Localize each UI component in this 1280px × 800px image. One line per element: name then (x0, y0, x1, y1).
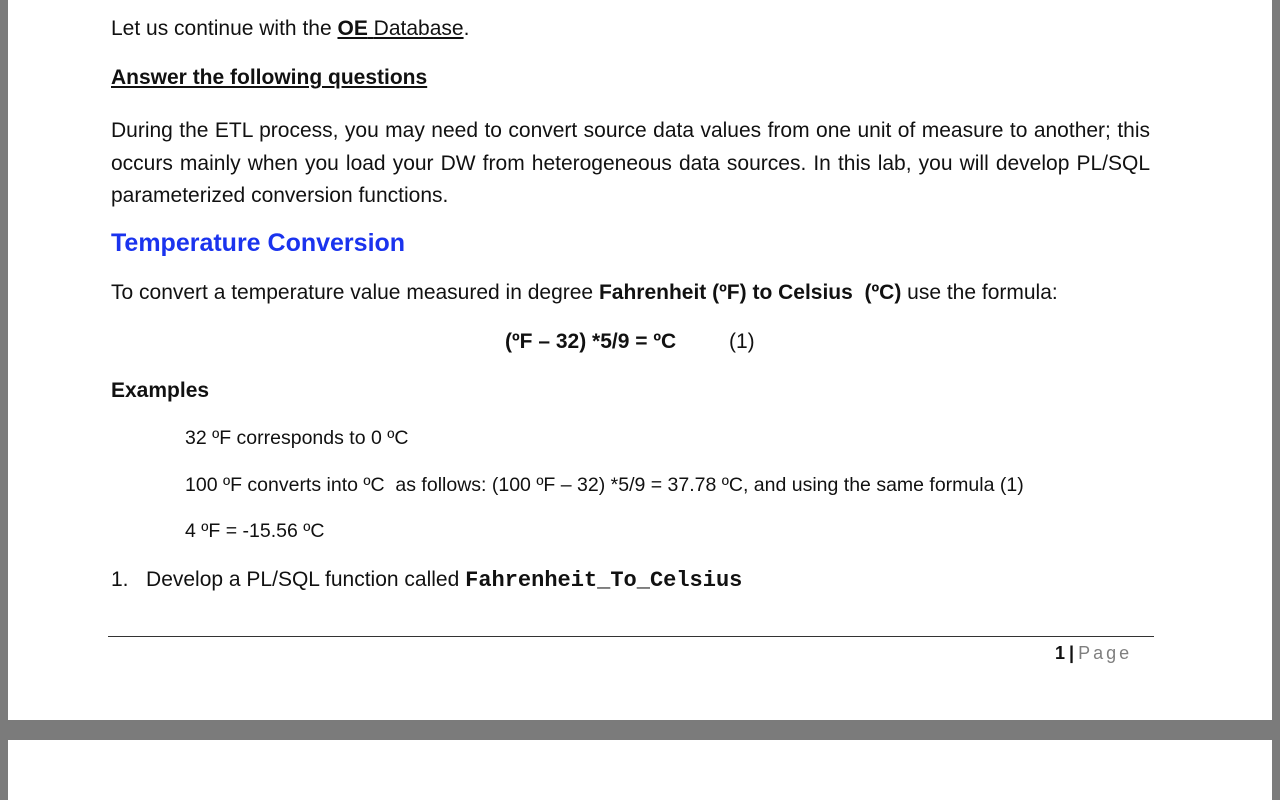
database-label: Database (373, 17, 464, 40)
questions-heading: Answer the following questions (111, 66, 428, 89)
convert-sentence: To convert a temperature value measured in degree Fahrenheit (ºF) to Celsius (ºC) use the formula: (111, 281, 1058, 304)
etl-paragraph: During the ETL process, you may need to convert source data values from one unit of measure to another; this occurs mainly when you load your DW from heterogeneous data sources. In this lab, you will develop PL/SQL parameterized conversion functions. (111, 119, 1150, 207)
example-item: 4 ºF = -15.56 ºC (185, 520, 325, 542)
example-item: 32 ºF corresponds to 0 ºC (185, 427, 409, 449)
example-item: 100 ºF converts into ºC as follows: (100 ºF – 32) *5/9 = 37.78 ºC, and using the same formula (1) (185, 474, 1024, 496)
function-name: Fahrenheit_To_Celsius (465, 568, 743, 593)
document-page (8, 0, 1272, 720)
next-page (8, 740, 1272, 800)
footer-divider (108, 636, 1154, 637)
section-title: Temperature Conversion (111, 229, 406, 257)
formula-number: (1) (729, 330, 755, 353)
page-separator: | (1069, 643, 1075, 663)
page-footer (1055, 643, 1132, 664)
formula: (ºF – 32) *5/9 = ºC (505, 330, 677, 353)
page-word: Page (1078, 643, 1133, 663)
oe-label: OE (337, 17, 368, 40)
examples-heading: Examples (111, 379, 210, 402)
celsius-unit: (ºC) (864, 281, 902, 304)
fahrenheit-to-celsius: Fahrenheit (ºF) to Celsius (598, 281, 853, 304)
question-1: 1. Develop a PL/SQL function called Fahrenheit_To_Celsius (111, 568, 743, 593)
intro-line: Let us continue with the OE Database. (111, 17, 470, 40)
page-number: 1 (1055, 643, 1066, 663)
question-number: 1. (111, 568, 129, 591)
